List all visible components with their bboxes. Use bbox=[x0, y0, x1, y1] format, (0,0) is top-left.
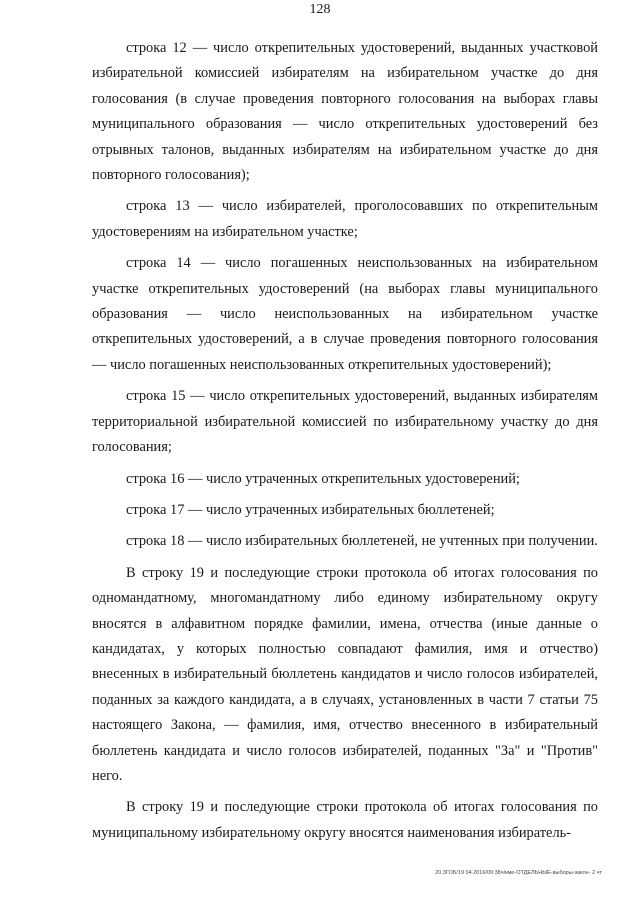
paragraph-line-17: строка 17 — число утраченных избирательных бюллетеней; bbox=[126, 501, 495, 518]
paragraph-line-19-single-district: В строку 19 и последующие строки протокола об итогах голосования по одномандатному, многомандатному либо единому избирательному округу вносятся в алфавитном порядке фамилии, имена, отчества (иные данные о кандидатах, у которых полностью совпадают фамилия, имя и отчество) внесенных в избирательный бюллетень кандидатов и число голосов избирателей, поданных за каждого кандидата, а в случаях, установленных в части 7 статьи 75 настоящего Закона, — фамилия, имя, отчество внесенного в избирательный бюллетень кандидата и число голосов избирателей, поданных "За" и "Против" него. bbox=[92, 564, 598, 784]
paragraph-line-19-municipal-district: В строку 19 и последующие строки протокола об итогах голосования по муниципальному избирательному округу вносятся наименования избиратель- bbox=[92, 799, 598, 841]
paragraph-line-18: строка 18 — число избирательных бюллетеней, не учтенных при получении. bbox=[126, 533, 598, 550]
paragraph-line-15: строка 15 — число открепительных удостоверений, выданных избирателям территориальной избирательной комиссией по избирательному участку до дня голосования; bbox=[92, 388, 598, 456]
paragraph-line-12: строка 12 — число открепительных удостоверений, выданных участковой избирательной комиссией избирателям на избирательном участке до дня голосования (в случае проведения повторного голосования на выборах главы муниципального образования — число открепительных удостоверений без отрывных талонов, выданных избирателям на избирательном участке до дня повторного голосования); bbox=[92, 40, 598, 184]
page-number: 128 bbox=[309, 2, 331, 17]
footer-file-path: 20.3ГОБ/19 04.2016/09:38ч/кме-ОТДЕЛЬНЫЕ-выборы-закон- 2 чт bbox=[435, 870, 602, 876]
paragraph-line-14: строка 14 — число погашенных неиспользованных на избирательном участке открепительных удостоверений (на выборах главы муниципального образования — число неиспользованных на избирательном участке открепительных удостоверений, а в случае проведения повторного голосования — число погашенных неиспользованных открепительных удостоверений); bbox=[92, 255, 598, 373]
document-body bbox=[92, 36, 598, 852]
paragraph-line-16: строка 16 — число утраченных открепительных удостоверений; bbox=[126, 470, 520, 487]
paragraph-line-13: строка 13 — число избирателей, проголосовавших по открепительным удостоверениям на избирательном участке; bbox=[92, 198, 598, 240]
